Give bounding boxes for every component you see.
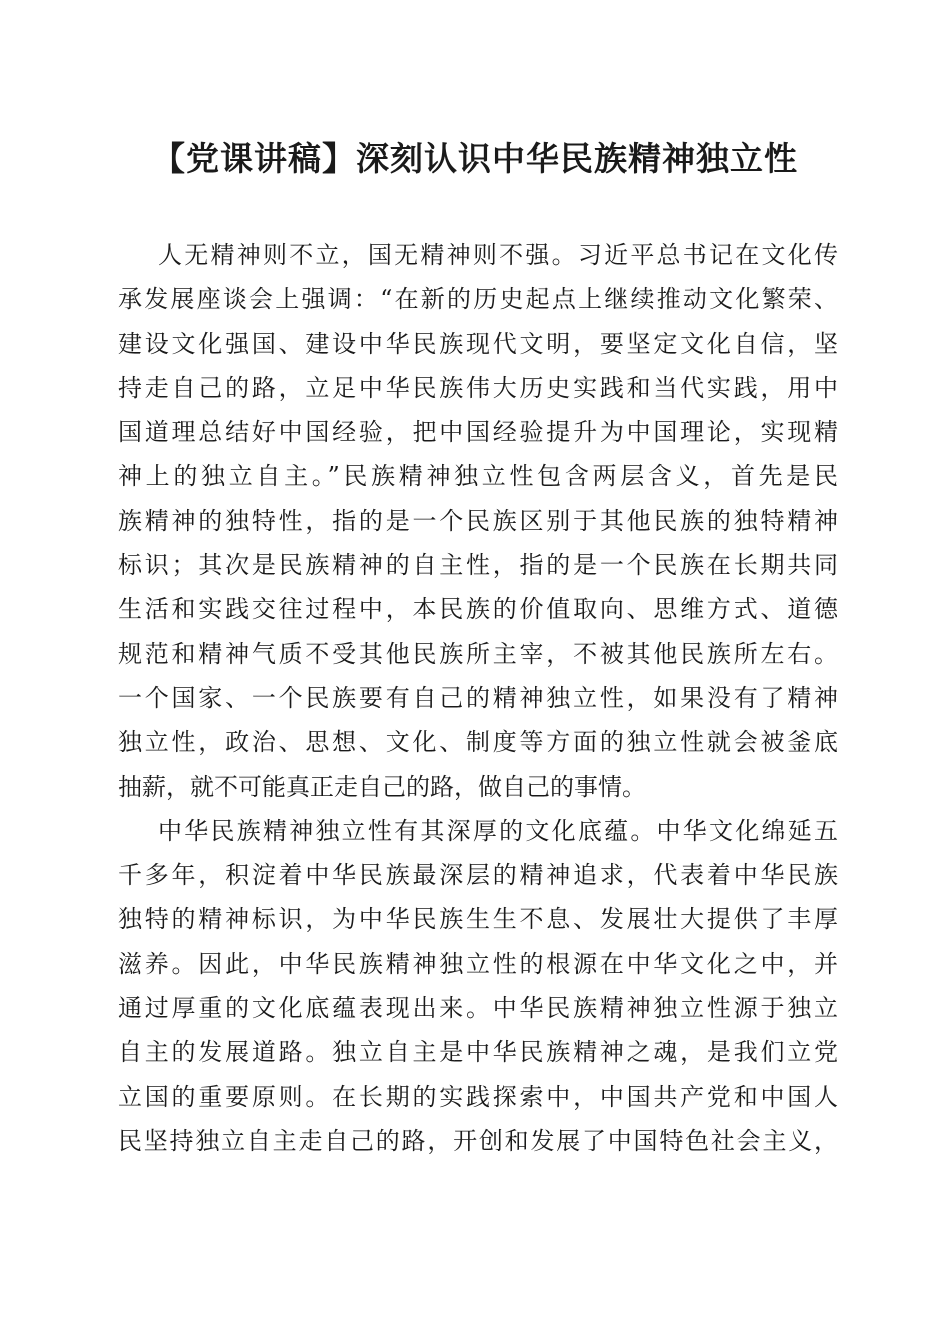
- text-line: 中华民族精神独立性有其深厚的文化底蕴。中华文化绵延五: [158, 816, 838, 845]
- text-line: 承发展座谈会上强调：“在新的历史起点上继续推动文化繁荣、: [118, 285, 838, 314]
- text-line: 标识；其次是民族精神的自主性，指的是一个民族在长期共同: [118, 551, 838, 580]
- text-line: 立国的重要原则。在长期的实践探索中，中国共产党和中国人: [118, 1082, 838, 1111]
- text-line: 生活和实践交往过程中，本民族的价值取向、思维方式、道德: [118, 595, 838, 624]
- text-line: 规范和精神气质不受其他民族所主宰，不被其他民族所左右。: [118, 639, 838, 668]
- paragraph-1: [118, 233, 838, 809]
- text-line: 国道理总结好中国经验，把中国经验提升为中国理论，实现精: [118, 418, 838, 447]
- text-line: 建设文化强国、建设中华民族现代文明，要坚定文化自信，坚: [118, 329, 838, 358]
- text-line: 独立性，政治、思想、文化、制度等方面的独立性就会被釜底: [118, 728, 838, 757]
- text-line: 神上的独立自主。”民族精神独立性包含两层含义，首先是民: [118, 462, 838, 491]
- text-line: 千多年，积淀着中华民族最深层的精神追求，代表着中华民族: [118, 861, 838, 890]
- document-title: 【党课讲稿】深刻认识中华民族精神独立性: [152, 139, 798, 178]
- text-line: 人无精神则不立，国无精神则不强。习近平总书记在文化传: [158, 241, 838, 269]
- text-line: 独特的精神标识，为中华民族生生不息、发展壮大提供了丰厚: [118, 905, 838, 934]
- text-line: 族精神的独特性，指的是一个民族区别于其他民族的独特精神: [118, 506, 838, 535]
- text-line: 滋养。因此，中华民族精神独立性的根源在中华文化之中，并: [118, 949, 838, 978]
- document-body: [118, 233, 838, 1163]
- paragraph-2: [118, 809, 838, 1163]
- text-line: 通过厚重的文化底蕴表现出来。中华民族精神独立性源于独立: [118, 994, 838, 1023]
- text-line: 抽薪，就不可能真正走自己的路，做自己的事情。: [118, 772, 646, 801]
- text-line: 一个国家、一个民族要有自己的精神独立性，如果没有了精神: [118, 683, 838, 712]
- text-line: 民坚持独立自主走自己的路，开创和发展了中国特色社会主义，: [118, 1126, 838, 1155]
- text-line: 自主的发展道路。独立自主是中华民族精神之魂，是我们立党: [118, 1038, 838, 1067]
- text-line: 持走自己的路，立足中华民族伟大历史实践和当代实践，用中: [118, 373, 838, 402]
